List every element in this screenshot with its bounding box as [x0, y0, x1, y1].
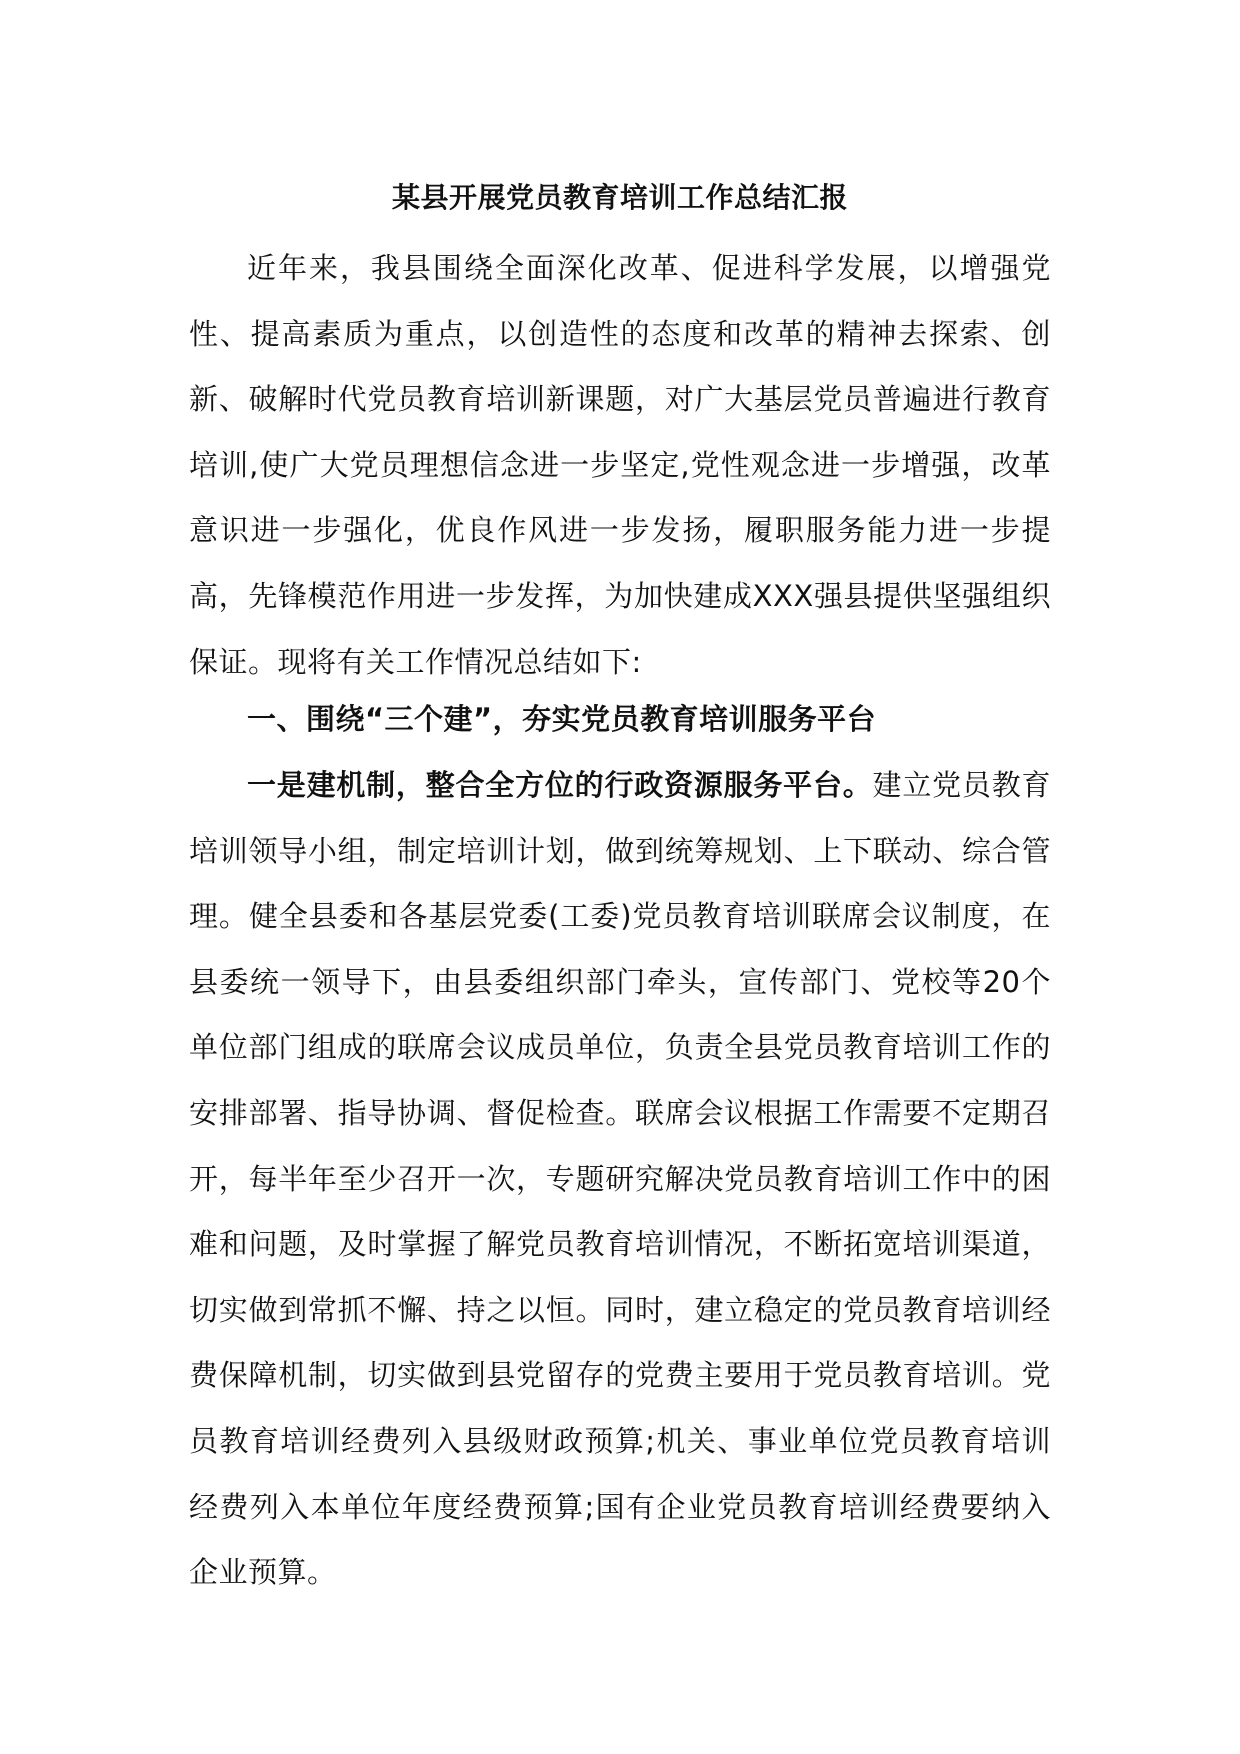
section-1-body-text: 建立党员教育培训领导小组，制定培训计划，做到统筹规划、上下联动、综合管理。健全县委和各基层党委(工委)党员教育培训联席会议制度，在县委统一领导下，由县委组织部门牵头，宣传部门、党校等20个单位部门组成的联席会议成员单位，负责全县党员教育培训工作的安排部署、指导协调、督促检查。联席会议根据工作需要不定期召开，每半年至少召开一次，专题研究解决党员教育培训工作中的困难和问题，及时掌握了解党员教育培训情况，不断拓宽培训渠道，切实做到常抓不懈、持之以恒。同时，建立稳定的党员教育培训经费保障机制，切实做到县党留存的党费主要用于党员教育培训。党员教育培训经费列入县级财政预算;机关、事业单位党员教育培训经费列入本单位年度经费预算;国有企业党员教育培训经费要纳入企业预算。 — [189, 768, 1051, 1590]
section-1-paragraph — [189, 753, 1051, 1606]
section-1-lead-sentence: 一是建机制，整合全方位的行政资源服务平台。 — [247, 768, 873, 802]
section-1-heading: 一、围绕“三个建”，夯实党员教育培训服务平台 — [247, 702, 877, 736]
intro-paragraph: 近年来，我县围绕全面深化改革、促进科学发展，以增强党性、提高素质为重点，以创造性的态度和改革的精神去探索、创新、破解时代党员教育培训新课题，对广大基层党员普遍进行教育培训,使广大党员理想信念进一步坚定,党性观念进一步增强，改革意识进一步强化，优良作风进一步发扬，履职服务能力进一步提高，先锋模范作用进一步发挥，为加快建成XXX强县提供坚强组织保证。现将有关工作情况总结如下: — [189, 251, 1051, 679]
document-title: 某县开展党员教育培训工作总结汇报 — [391, 181, 848, 214]
